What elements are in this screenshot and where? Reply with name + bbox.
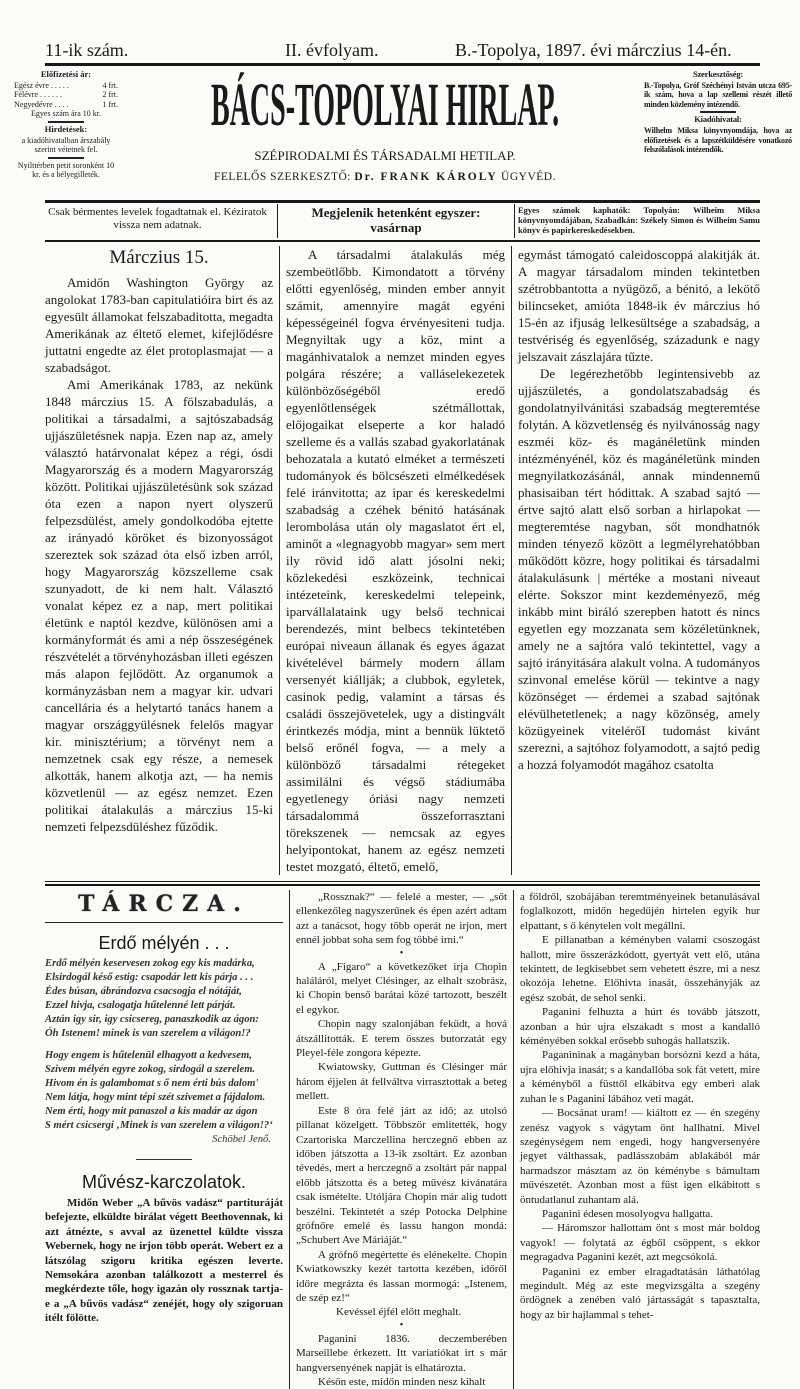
price-row — [14, 81, 118, 91]
subscription-box — [14, 70, 118, 180]
poem-line: Aztán igy sir, igy csicsereg, panaszkodik az ágon: — [45, 1014, 259, 1025]
paragraph: a földről, szobájában teremtményeinek betanulásával foglalkozott, midőn hegedűjén hirtelen egyik hur elpattant, s ő kénytelen volt megállni. — [520, 891, 760, 932]
poem-title: Erdő mélyén . . . — [98, 933, 230, 953]
price-row — [14, 100, 118, 110]
editorial-text: B.-Topolya, Gróf Széchényi István utcza 695-ik szám, hova a lap szellemi részét illető minden közlemény intézendő. — [644, 80, 792, 109]
paragraph: Ami Amerikának 1783, az nekünk 1848 márczius 15. A fölszabadulás, a politikai a társadalmi, a sajtószabadság ujjászületésnek napja. Ezen nap az, amely választó határvonalat képez a régi, ósdi Magyarország és a modern Magyarország között. Politikai ujjászületésünk sok század óta ezen a napon nyert olyszerű felpezsdülést, amely gondolkodóba ejtette az irányadó köröket és bizonyosságot szereztek sok század óta első izben arról, hogy Magyarország közszelleme csak szunyadott, de ki nem halt. Választó vonalat képez ez a nap, mert politikai életünk e naptól kezdve, különösen ami a kormányformát és ami a nép összeségének részvételét a törvényhozásban illeti egészen más alapon fejlődött. Az organumok a kormányzásban nem a magyar kir. udvari cancellária és a helytartó tanács hanem a magyar országgyülésnek felelős magyar kir. minisztérium; a törvényt nem a nemzetnek csak egy része, a nemesek alkották, hanem alkotja azt, — ha nemis közvetlenül — az egész nemzet. Ezen politikai átalakulás a márczius 15-ki nemzeti felpezsdüléshez fűződik. — [45, 377, 273, 834]
lead-article-col2 — [279, 246, 511, 875]
poem-line: S mért csicsergi ‚Minek is van szerelem a világon!?‘ — [45, 1120, 273, 1131]
poem-stanza — [45, 957, 283, 1041]
poem-line: Óh Istenem! minek is van szerelem a világon!? — [45, 1028, 251, 1039]
publication-schedule — [280, 205, 512, 235]
paragraph: — Háromszor hallottam önt s most már boldog vagyok! — folytatá az égből csöppent, s ekkor megragadva Paganini kezét, azt megcsókolá. — [520, 1222, 760, 1264]
divider — [700, 111, 736, 113]
section-rule — [45, 881, 760, 882]
ads-heading: Hirdetések: — [44, 123, 88, 134]
divider — [48, 121, 84, 123]
header-rule — [45, 63, 760, 66]
masthead — [160, 70, 610, 140]
volume: II. évfolyam. — [285, 40, 379, 60]
editor-label: FELELŐS SZERKESZTŐ: — [214, 171, 351, 183]
feuilleton-col3 — [513, 890, 760, 1389]
paragraph: Chopin nagy szalonjában feküdt, a hová átszállitották. E terem összes butorzatát egy Pleyel-féle zongora képezte. — [296, 1018, 507, 1060]
paragraph: — Bocsánat uram! — kiáltott ez — én szegény zenész vagyok s vágytam önt hallhatni. Mivel szegénységem nem engedi, hogy hangversenyére jegyet válthassak, padlásszobám ablakából már harmadszor másztam az ön kéménybe s bámultam művészetét. Azonban most a füst igen elkábitott s öntudatlanul zuhantam alá. — [520, 1107, 760, 1206]
poem-line: Ezzel hivja, csalogatja hűtelenné lett párját. — [45, 1000, 236, 1011]
poem-line: Nem érti, hogy mit panaszol a kis madár az ágon — [45, 1106, 258, 1117]
lead-article-col3 — [511, 246, 760, 875]
feuilleton-col1 — [45, 890, 289, 1389]
editor-line — [130, 170, 640, 184]
editor-name: Dr. FRANK KÁROLY — [354, 171, 498, 183]
paragraph: Paganini ez ember elragadtatásán láthatólag megindult. Még az este megvizsgálta a szegény ördögnek a zenében való jártasságát s tapasztalta, hogy az bir hajlammal s tehet- — [520, 1265, 760, 1321]
sketches-title: Művész-karczolatok. — [81, 1172, 247, 1192]
paragraph: E pillanatban a kéményben valami csoszogást hallott, mire összerázkódott, gyertyát vett elő, utána tekintett, de legkisebbet sem vehetett észre, mi a nesz okozója lehetne. Előhivta inasát, összehányják az egész szobát, de sehol senki. — [520, 934, 760, 1004]
issue-number: 11-ik szám. — [45, 40, 129, 60]
paragraph: De legérezhetőbb legintensivebb az ujjászületés, a gondolatszabadság és gondolatnyilvánitási szabadság megteremtése folytán. A közvetlenség és nyilvánosság nagy eszméi köz- és magánéletünk minden intézményénél, köz és magánéletünk minden megnyilatkozásánál, annak mindennemű phasisaiban tért hódittak. A szabad sajtó — értve sajtó alatt első sorban a hirlapokat — megteremtése nagyban, sőt mondhatnók minden tényező között a legmélyrehatóbban működött közre, hogy politikai és társadalmi átalakulásunk | mértéke a mostani niveaut elérte. Sokszor mint kezdeményező, még inkább mint biráló szerepben hatott és nincs egyetlen egy mozzanata sem közéletünknek, amely ne a sajtóra való tekintettel, vagy a sajtó irányitására alakult volna. A tudományos szinvonal emelése körül — tekintve a nagy közönséget — érdemei a szabad sajtónak elévülhetetlenek; a nagy közönség, amely közügyeinek vitelérőI tudomást kivánt szerezni, a sajtóhoz folyamodott, a sajtó pedig a hozzá folyamodót magához csatolta — [518, 366, 760, 772]
publisher-text: Wilhelm Miksa könyvnyomdája, hova az előfizetések és a lapszétküldésére vonatkozó felszólalások intézendők. — [644, 125, 792, 155]
editorial-box — [644, 70, 792, 155]
subscription-heading: Előfizetési ár: — [40, 69, 92, 79]
paragraph: A társadalmi átalakulás még szembeötlőbb. Kimondatott a törvény előtti egyenlőség, minden ember annyit számit, amennyire magát egyéni képességeinél fogva érvényesiteni tudja. Megnyiltak ugy a köz, mint a magánhivatalok a nemzet minden egyes polgára részére; a valláselekezetek különbözőségéből eredő egyenlőtlenségek szétmállottak, előjogaikat elseperte a kor haladó szelleme és a vallás szabad gyakorlatának behozatala a kutató elméket a természeti tudományok és bölcsészeti elmélkedések felé iránvitotta; az ipar és kereskedelmi szabadság a czéhek bénitó hatásának lerombolása után oly magaslatot ért el, aminőt a «legnagyobb magyar» sem mert ily rövid idő alatt jósolni neki; közlekedési eszközeink, technicai intézeteink, kereskedelmi telepeink, iparvállalataink ugy belső technicai berendezés, mint belbecs tekintetében európai niveaun állanak és egyes ágazat kivételével bármely modern állam versenyét kiállják; a clubbok, egyletek, casinok pedig, valamint a társas és családi összejövetelek, ugy a distingvált érintkezés módja, mint a bennük lüktető belső erőnél fogva, — a mely a különböző társadalmi rétegeket assimilálni és végső stádiumába egyetlenegy óriási nagy nemzeti társadalommá összeforrasztani törekszenek — nemcsak az egyes helyipontokat, hanem az egész nemzeti testet mozgató, éltető, emelő, — [286, 247, 505, 874]
poem-line: Édes búsan, ábrándozva csacsogja el nótáját, — [45, 986, 242, 997]
feuilleton — [45, 890, 760, 1389]
price-label: Félévre . . . . . . — [14, 90, 62, 100]
divider — [136, 1159, 192, 1160]
paragraph: Este 8 óra felé járt az idő; az utolsó pillanat közelgett. Többször emlitették, hogy Czartoriska Marczellina herczegnő ebben az időben játszotta a 13-ik zsoltárt. Ez azonban tévedés, mert a herczegnő a zsoltárt pár nappal előbb játszotta és a beteg művész kivánatára csak ismételte. Utóljára Chopin már alig tudott beszélni. Tekintetét a szép Potocka Delphine grófnőre emelé és lassu hangon mondá: „Schubert Ave Máriáját.“ — [296, 1104, 507, 1247]
ads-text: a kiadóhivatalban árszabály szerint vétetnek fel. — [21, 135, 111, 155]
paragraph: Paganini 1836. deczemberében Marseillebe érkezett. Itt variatiókat irt s már hangversenyének napját is elhatározta. — [296, 1332, 507, 1374]
divider — [45, 922, 283, 923]
price-row — [14, 90, 118, 100]
editor-title: ÜGYVÉD. — [501, 171, 556, 183]
paragraph: egymást támogató caleidoscoppá alakitják át. A magyar társadalom minden tekintetben szétrobbantotta a nyügöző, a bénitó, a lekötő bilincseket, amióta 1848-ik év márczius hó 15-én az ifjuság lelkesültsége a szabadság, a testvériség és egyenlőség, századunk e nagy jelszavait zászlajára tűzte. — [518, 247, 760, 364]
price-value: 2 frt. — [102, 90, 118, 100]
paragraph: Kwiatowsky, Guttman és Clésinger már három éjjelen át fellváltva virrasztottak a beteg mellett. — [296, 1061, 507, 1103]
poem-stanza — [45, 1049, 283, 1133]
sales-points: Egyes számok kaphatók: Topolyán: Wilheim Miksa könyvnyomdájában, Szabadkán: Székely Simon és Wilheim Samu könyv és papirkereskedésekben. — [518, 205, 760, 235]
price-value: 1 frt. — [102, 99, 118, 109]
paragraph: Amidőn Washington György az angolokat 1783-ban capitulatióira birt és az egyesült államokat felszabaditotta, megadta Amerikának az éltető elemet, kifejlődésre juttatni engedte az élet protoplasmajat — a szabadságot. — [45, 275, 273, 375]
schedule-day: vasárnap — [370, 220, 422, 235]
info-rule-top — [45, 200, 760, 203]
poem-line: Nem látja, hogy mint tépi szét szivemet a fájdalom. — [45, 1092, 266, 1103]
section-rule — [45, 884, 760, 886]
divider — [514, 204, 515, 238]
poem-line: Erdő mélyén keservesen zokog egy kis madárka, — [45, 958, 255, 969]
schedule-line: Megjelenik hetenként egyszer: — [311, 205, 481, 220]
price-label: Egész évre . . . . . — [14, 80, 69, 90]
section-title-tarcza: TÁRCZA. — [78, 891, 250, 917]
poem-line: Elsirdogál késő estig: csapodár lett kis párja . . . — [45, 972, 254, 983]
divider — [48, 157, 84, 159]
content — [45, 246, 760, 1389]
poem-author: Schöbel Jenő. — [212, 1134, 271, 1145]
poem-line: Hivom én is galambomat s ő nem érti bús dalom' — [45, 1078, 259, 1089]
open-space-text: Nyilttérben petit soronként 10 kr. és a bélyegilleték. — [17, 160, 115, 180]
price-value: 4 frt. — [102, 80, 118, 90]
issue-date: B.-Topolya, 1897. évi márczius 14-én. — [455, 40, 732, 60]
poem-line: Szivem mélyén egyre zokog, sirdogál a szerelem. — [45, 1064, 256, 1075]
separator-dot: • — [399, 947, 404, 959]
paragraph: „Rossznak?“ — felelé a mester, — „sőt ellenkezőleg nagyszerűnek és épen azért adtam azt a tanácsot, hogy több operát ne irjon, mert ennél jobbat soha sem fog többé irni.“ — [296, 891, 507, 947]
feuilleton-col2 — [289, 890, 513, 1389]
poem-line: Hogy engem is hűtelenül elhagyott a kedvesem, — [45, 1050, 252, 1061]
sketch-text — [45, 1196, 283, 1326]
masthead-subtitle: SZÉPIRODALMI ÉS TÁRSADALMI HETILAP. — [254, 148, 516, 163]
price-label: Negyedévre . . . . — [14, 99, 69, 109]
lead-article-col1 — [45, 246, 279, 875]
divider — [277, 204, 278, 238]
editorial-heading: Szerkesztőség: — [692, 69, 744, 79]
info-rule-bottom — [45, 240, 760, 242]
letters-notice: Csak bérmentes levelek fogadtatnak el. Kéziratok vissza nem adatnak. — [48, 206, 267, 231]
lead-article — [45, 246, 760, 875]
paragraph: A „Figaro“ a következőket irja Chopin haláláról, melyet Clésinger, az elhalt szobrász, ki Chopin benső barátai közé tartozott, beszélt el egykor. — [296, 960, 507, 1016]
paragraph: Paganini felhuzta a húrt és tovább játszott, azonban a húr ujra elszakadt s most a kandalló kéményében sokkal erősebb suhogás hallatszik. — [520, 1006, 760, 1048]
article-title: Márczius 15. — [109, 247, 209, 268]
separator-dot: • — [399, 1319, 404, 1331]
paragraph: Paganininak a magányban borsózni kezd a háta, ujra előhivja inasát; s a kandallóba sok fát vetett, mire a kéményből a füsttől elkábitva egy emberi alak zuhan le s Paganini lábához veti magát. — [520, 1049, 760, 1105]
paragraph: A grófnő megértette és elénekelte. Chopin Kwiatkowszky kezét tartotta kezében, időről időre megrázta és lassan mormogá: „Istenem, de szép ez!“ — [296, 1248, 507, 1304]
newspaper-title: BÁCS-TOPOLYAI HIRLAP. — [210, 70, 560, 140]
single-price: Egyes szám ára 10 kr. — [31, 109, 101, 119]
paragraph: Paganini édesen mosolyogva hallgatta. — [542, 1207, 714, 1220]
publisher-heading: Kiadóhivatal: — [694, 114, 742, 125]
paragraph: Midőn Weber „A bűvös vadász“ partituráját befejezte, elküldte birálat végett Beethovennak, ki azt átnézte, s avval az üzenettel küldte vissza Webernek, hogy ne irjon több operát. Webert ez a látszólag szigoru kritika egészen leverte. Nemsokára azonban találkozott a mesterrel és megkérdezte tőle, hogy igazán oly rossznak tartja-e a „A bűvös vadász“ zenéjét, hogy oly szigoruan itélt fölötte. — [45, 1197, 283, 1325]
paragraph: Későn este, midőn minden nesz kihalt — [318, 1376, 486, 1388]
paragraph: Kevéssel éjfél előtt meghalt. — [336, 1306, 462, 1319]
